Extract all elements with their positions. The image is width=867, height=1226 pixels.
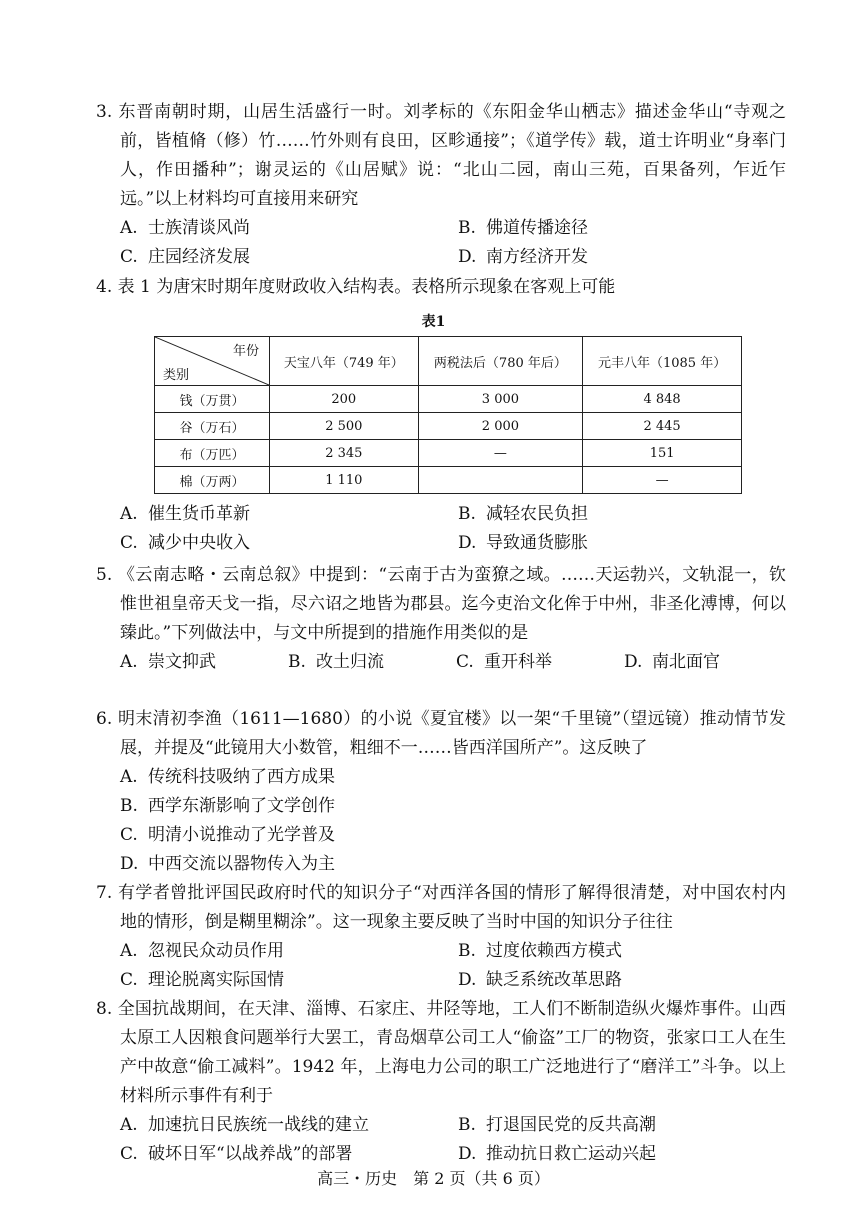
option-text: 加速抗日民族统一战线的建立 xyxy=(148,1115,369,1135)
table-caption: 表1 xyxy=(421,314,446,330)
option-key: C. xyxy=(120,1144,138,1164)
corner-label-category: 类别 xyxy=(163,368,190,383)
option-c[interactable] xyxy=(120,966,458,995)
question-text: 表 1 为唐宋时期年度财政收入结构表。表格所示现象在客观上可能 xyxy=(117,277,616,297)
option-text: 减轻农民负担 xyxy=(486,504,588,524)
option-key: B. xyxy=(458,941,476,961)
option-d[interactable] xyxy=(458,243,796,272)
option-key: B. xyxy=(458,218,476,238)
option-b[interactable] xyxy=(458,937,796,966)
question-6 xyxy=(96,705,786,879)
options xyxy=(96,763,786,879)
question-text: 东晋南朝时期，山居生活盛行一时。刘孝标的《东阳金华山栖志》描述金华山“寺观之前，皆植脩（修）竹……竹外则有良田，区畛通接”；《道学传》载，道士许明业“身率门人，作田播种”；谢灵运的《山居赋》说：“北山二园，南山三苑，百果备列，乍近乍远。”以上材料均可直接用来研究 xyxy=(118,102,786,209)
option-text: 改土归流 xyxy=(316,652,384,672)
table-row xyxy=(155,413,742,440)
option-key: D. xyxy=(458,1144,477,1164)
option-text: 士族清谈风尚 xyxy=(148,218,250,238)
option-b[interactable] xyxy=(458,214,796,243)
option-key: D. xyxy=(624,652,643,672)
option-c[interactable] xyxy=(120,529,458,558)
question-number: 4. xyxy=(96,277,113,297)
row-label: 谷（万石） xyxy=(155,413,270,440)
options xyxy=(96,937,786,995)
table-cell: 2 500 xyxy=(270,413,419,440)
table-corner-cell xyxy=(155,337,270,386)
option-key: C. xyxy=(120,247,138,267)
table-header-row xyxy=(155,337,742,386)
table-cell xyxy=(418,467,583,494)
option-text: 导致通货膨胀 xyxy=(486,533,588,553)
column-header: 天宝八年（749 年） xyxy=(270,337,419,386)
option-key: C. xyxy=(120,825,138,845)
question-text: 明末清初李渔（1611—1680）的小说《夏宜楼》以一架“千里镜”（望远镜）推动情节发展，并提及“此镜用大小数管，粗细不一……皆西洋国所产”。这反映了 xyxy=(117,709,786,758)
question-stem xyxy=(96,273,786,302)
option-text: 西学东渐影响了文学创作 xyxy=(148,796,335,816)
option-text: 忽视民众动员作用 xyxy=(148,941,284,961)
option-key: B. xyxy=(458,1115,476,1135)
option-b[interactable] xyxy=(120,792,786,821)
row-label: 钱（万贯） xyxy=(155,386,270,413)
row-label: 布（万匹） xyxy=(155,440,270,467)
table-cell: 1 110 xyxy=(270,467,419,494)
option-a[interactable] xyxy=(120,763,786,792)
option-text: 催生货币革新 xyxy=(148,504,250,524)
option-key: A. xyxy=(120,767,138,787)
column-header: 两税法后（780 年后） xyxy=(418,337,583,386)
question-7 xyxy=(96,879,786,995)
option-text: 明清小说推动了光学普及 xyxy=(148,825,335,845)
option-a[interactable] xyxy=(120,1111,458,1140)
row-label: 棉（万两） xyxy=(155,467,270,494)
option-a[interactable] xyxy=(120,500,458,529)
option-key: B. xyxy=(288,652,306,672)
question-stem xyxy=(96,561,786,648)
question-text: 《云南志略・云南总叙》中提到：“云南于古为蛮獠之域。……天运勃兴，文轨混一，钦惟世祖皇帝天戈一指，尽六诏之地皆为郡县。迄今吏治文化侔于中州，非圣化溥博，何以臻此。”下列做法中，与文中所提到的措施作用类似的是 xyxy=(118,565,786,643)
option-key: D. xyxy=(458,533,477,553)
option-text: 佛道传播途径 xyxy=(486,218,588,238)
table-cell: 200 xyxy=(270,386,419,413)
table-cell: — xyxy=(583,467,742,494)
option-text: 过度依赖西方模式 xyxy=(486,941,622,961)
option-d[interactable] xyxy=(458,529,796,558)
question-stem xyxy=(96,995,786,1111)
option-key: A. xyxy=(120,504,138,524)
question-stem xyxy=(96,705,786,763)
options xyxy=(96,1111,786,1169)
question-text: 全国抗战期间，在天津、淄博、石家庄、井陉等地，工人们不断制造纵火爆炸事件。山西太原工人因粮食问题举行大罢工，青岛烟草公司工人“偷盗”工厂的物资，张家口工人在生产中故意“偷工减料”。1942 年，上海电力公司的职工广泛地进行了“磨洋工”斗争。以上材料所示事件有利于 xyxy=(117,999,787,1106)
option-text: 中西交流以器物传入为主 xyxy=(148,854,335,874)
question-stem xyxy=(96,879,786,937)
option-d[interactable] xyxy=(624,648,792,677)
option-text: 打退国民党的反共高潮 xyxy=(486,1115,656,1135)
option-c[interactable] xyxy=(456,648,624,677)
table-cell: 2 445 xyxy=(583,413,742,440)
option-a[interactable] xyxy=(120,214,458,243)
table-cell: 4 848 xyxy=(583,386,742,413)
options xyxy=(96,214,786,272)
column-header: 元丰八年（1085 年） xyxy=(583,337,742,386)
question-number: 6. xyxy=(96,709,113,729)
option-text: 破坏日军“以战养战”的部署 xyxy=(148,1144,353,1164)
option-b[interactable] xyxy=(458,500,796,529)
option-b[interactable] xyxy=(458,1111,796,1140)
option-key: D. xyxy=(120,854,139,874)
table-row xyxy=(155,386,742,413)
question-4-options xyxy=(96,500,786,558)
table-row xyxy=(155,440,742,467)
revenue-table xyxy=(154,336,742,494)
options xyxy=(96,648,786,677)
option-key: A. xyxy=(120,941,138,961)
options xyxy=(96,500,786,558)
table-cell: 2 000 xyxy=(418,413,583,440)
option-text: 南北面官 xyxy=(652,652,720,672)
option-key: A. xyxy=(120,218,138,238)
option-key: A. xyxy=(120,1115,138,1135)
option-text: 推动抗日救亡运动兴起 xyxy=(486,1144,656,1164)
option-text: 缺乏系统改革思路 xyxy=(486,970,622,990)
table-cell: 151 xyxy=(583,440,742,467)
question-number: 5. xyxy=(96,565,113,585)
question-number: 8. xyxy=(96,999,113,1019)
option-text: 理论脱离实际国情 xyxy=(148,970,284,990)
option-key: C. xyxy=(456,652,474,672)
option-c[interactable] xyxy=(120,243,458,272)
option-key: C. xyxy=(120,970,138,990)
option-d[interactable] xyxy=(120,850,786,879)
option-key: D. xyxy=(458,247,477,267)
table-row xyxy=(155,467,742,494)
question-stem xyxy=(96,98,786,214)
option-c[interactable] xyxy=(120,1140,458,1169)
option-key: A. xyxy=(120,652,138,672)
option-text: 减少中央收入 xyxy=(148,533,250,553)
option-key: C. xyxy=(120,533,138,553)
question-8 xyxy=(96,995,786,1169)
option-key: B. xyxy=(458,504,476,524)
page-footer: 高三・历史 第 2 页（共 6 页） xyxy=(317,1169,550,1188)
option-text: 重开科举 xyxy=(484,652,552,672)
option-text: 崇文抑武 xyxy=(148,652,216,672)
table-cell: — xyxy=(418,440,583,467)
option-a[interactable] xyxy=(120,937,458,966)
option-d[interactable] xyxy=(458,1140,796,1169)
question-number: 7. xyxy=(96,883,113,903)
option-c[interactable] xyxy=(120,821,786,850)
table-cell: 2 345 xyxy=(270,440,419,467)
question-4 xyxy=(96,273,786,302)
table-cell: 3 000 xyxy=(418,386,583,413)
option-d[interactable] xyxy=(458,966,796,995)
question-text: 有学者曾批评国民政府时代的知识分子“对西洋各国的情形了解得很清楚，对中国农村内地的情形，倒是糊里糊涂”。这一现象主要反映了当时中国的知识分子往往 xyxy=(118,883,786,932)
question-number: 3. xyxy=(96,102,113,122)
option-text: 庄园经济发展 xyxy=(148,247,250,267)
question-5 xyxy=(96,561,786,677)
option-key: B. xyxy=(120,796,138,816)
option-text: 南方经济开发 xyxy=(486,247,588,267)
option-key: D. xyxy=(458,970,477,990)
question-3 xyxy=(96,98,786,272)
option-a[interactable] xyxy=(120,648,288,677)
option-b[interactable] xyxy=(288,648,456,677)
option-text: 传统科技吸纳了西方成果 xyxy=(148,767,335,787)
corner-label-year: 年份 xyxy=(232,344,259,359)
